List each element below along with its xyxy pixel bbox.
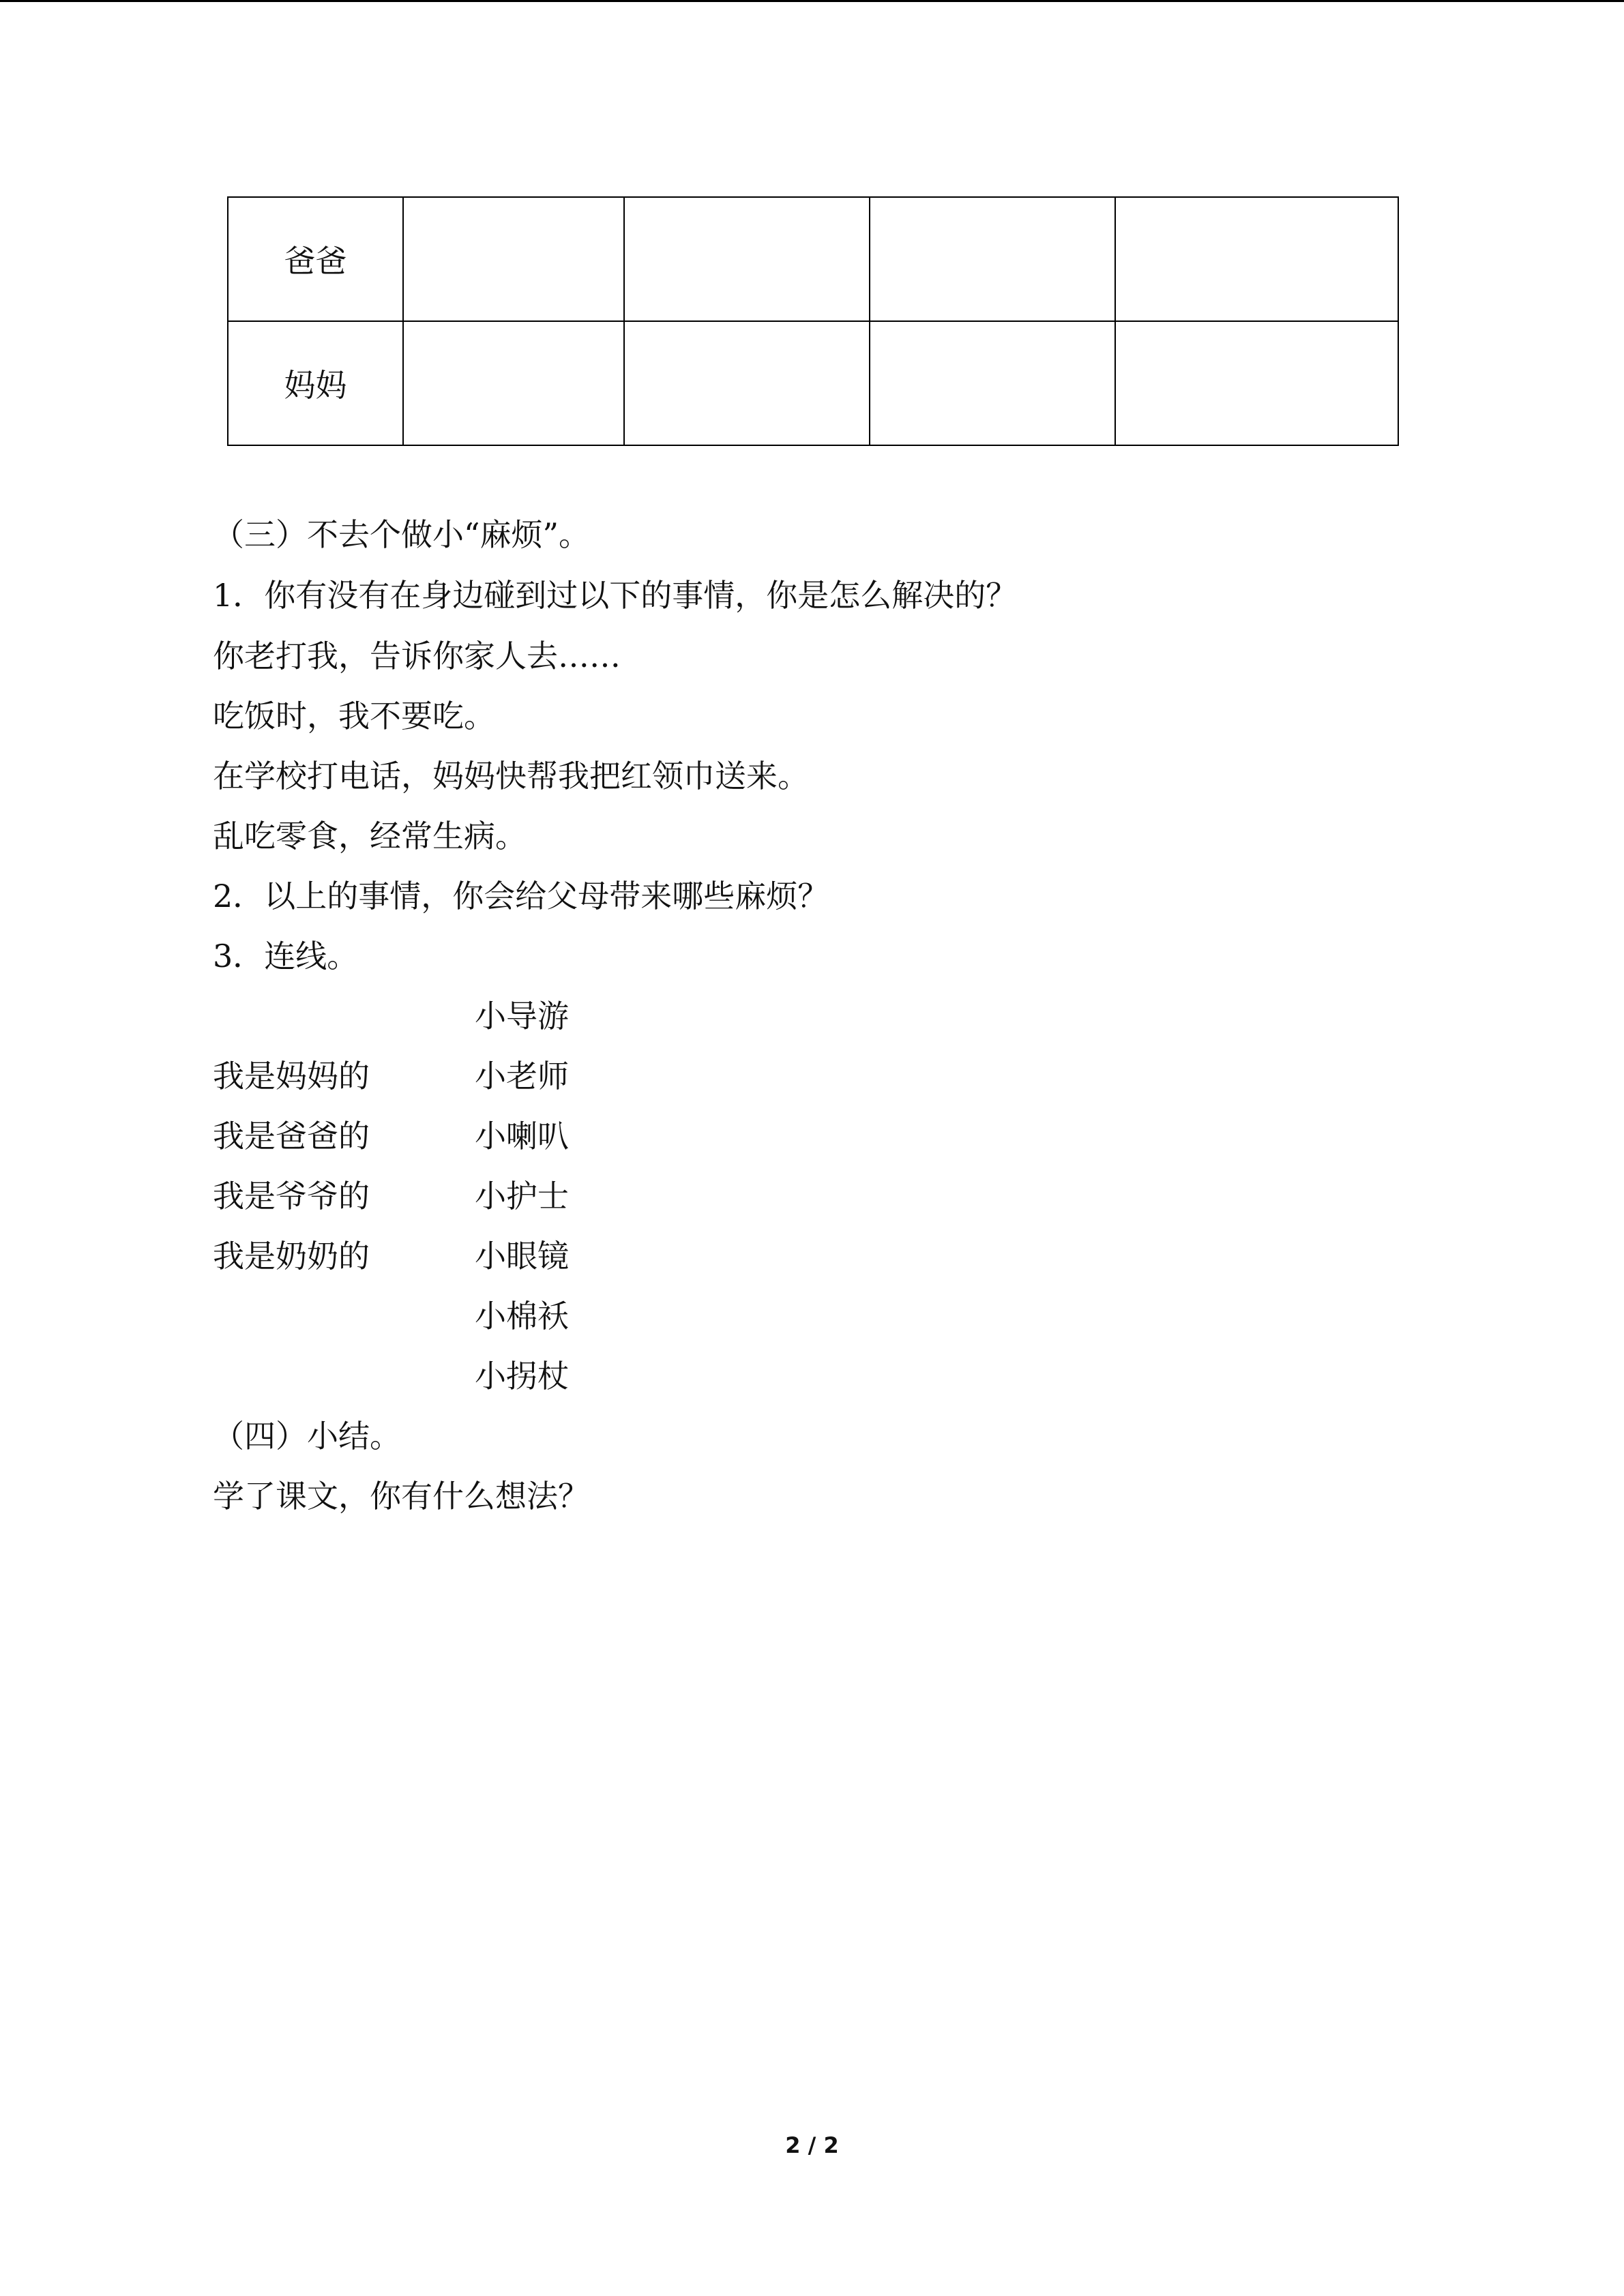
table-cell — [870, 321, 1115, 445]
row-label-dad: 爸爸 — [228, 197, 403, 321]
table-cell — [870, 197, 1115, 321]
match-prompt: 我是爷爷的 — [213, 1178, 370, 1214]
match-prompt: 我是奶奶的 — [213, 1238, 370, 1274]
list-item: 吃饭时，我不要吃。 — [213, 698, 495, 734]
match-option: 小导游 — [475, 998, 569, 1034]
list-item: 在学校打电话，妈妈快帮我把红领巾送来。 — [213, 758, 809, 794]
question-1: 1．你有没有在身边碰到过以下的事情，你是怎么解决的？ — [213, 577, 1018, 614]
section-3-heading: （三）不去个做小“麻烦”。 — [213, 516, 591, 553]
match-option: 小喇叭 — [475, 1118, 569, 1154]
match-option: 小棉袄 — [475, 1298, 569, 1335]
match-prompt: 我是爸爸的 — [213, 1118, 370, 1154]
row-label-mom: 妈妈 — [228, 321, 403, 445]
match-option: 小拐杖 — [475, 1358, 569, 1395]
match-option: 小眼镜 — [475, 1238, 569, 1274]
table-cell — [403, 321, 624, 445]
section-4-heading: （四）小结。 — [213, 1418, 401, 1455]
table-cell — [624, 197, 870, 321]
question-3: 3．连线。 — [213, 938, 359, 974]
table-cell — [1115, 197, 1398, 321]
match-prompt: 我是妈妈的 — [213, 1058, 370, 1094]
page-number: 2 / 2 — [785, 2132, 839, 2158]
table-cell — [624, 321, 870, 445]
table-row — [228, 197, 1398, 321]
question-2: 2．以上的事情，你会给父母带来哪些麻烦？ — [213, 878, 829, 914]
table-cell — [403, 197, 624, 321]
family-table — [227, 196, 1399, 446]
match-option: 小护士 — [475, 1178, 569, 1214]
table-row — [228, 321, 1398, 445]
top-border-line — [0, 0, 1624, 2]
list-item: 乱吃零食，经常生病。 — [213, 818, 527, 854]
match-option: 小老师 — [475, 1058, 569, 1094]
list-item: 你老打我，告诉你家人去…… — [213, 638, 621, 674]
section-4-question: 学了课文，你有什么想法？ — [213, 1478, 589, 1515]
table-cell — [1115, 321, 1398, 445]
